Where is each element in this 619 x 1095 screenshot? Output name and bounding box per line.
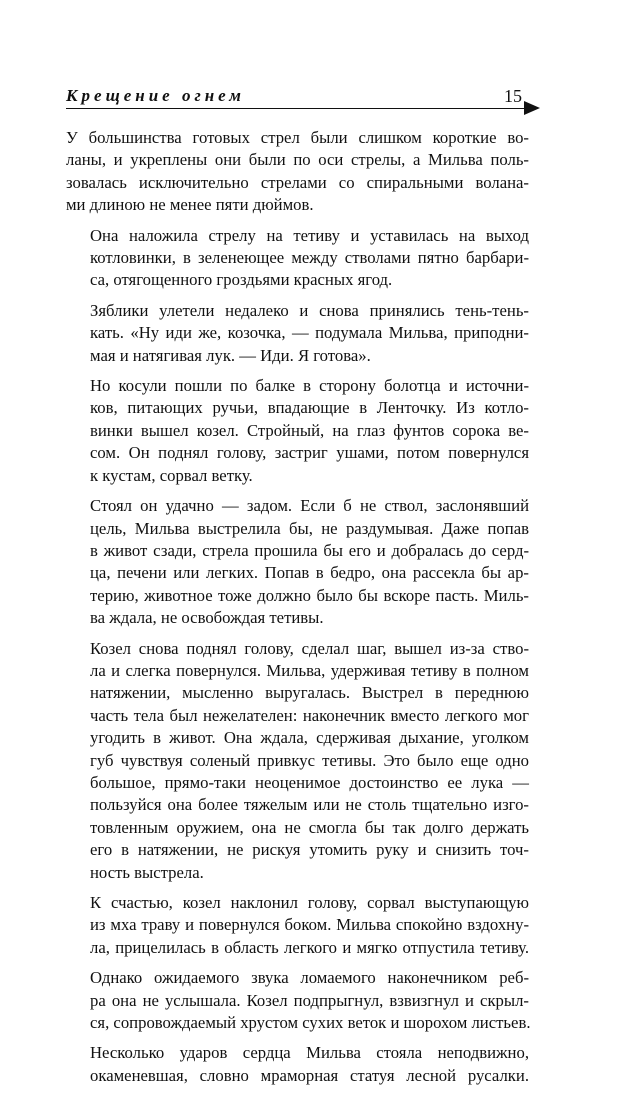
text-line: пользуйся она более тяжелым или не столь тщательно изго- [90,795,529,815]
paragraph [66,1042,529,1087]
text-line: ся, сопровождаемый хрустом сухих веток и шорохом листьев. [90,1013,531,1033]
text-line: в живот сзади, стрела прошила бы его и добралась до серд- [90,540,529,560]
text-line: К счастью, козел наклонил голову, сорвал выступающую [90,893,529,912]
text-line: ность выстрела. [90,862,204,882]
text-line: котловинки, в зеленеющее между стволами пятно барбари- [90,248,529,268]
paragraph [66,127,529,217]
page-header [66,86,542,116]
text-line: Она наложила стрелу на тетиву и уставилась на выход [90,225,529,245]
text-line: губ чувствуя соленый привкус тетивы. Это было еще одно [90,750,529,770]
text-line: зовалась исключительно стрелами со спиральными волана- [66,172,529,192]
text-line: натяжении, мысленно выругалась. Выстрел в переднюю [90,683,529,703]
paragraph [66,225,529,292]
text-line: ца, печени или легких. Попав в бедро, она рассекла бы ар- [90,563,529,583]
text-line: винки вышел козел. Стройный, на глаз фунтов сорока ве- [90,420,529,440]
header-rule [66,108,528,109]
text-line: окаменевшая, словно мраморная статуя лесной русалки. [90,1065,529,1085]
header-arrow-icon [524,101,540,115]
text-line: ков, питающих ручьи, впадающие в Ленточку. Из котло- [90,398,529,418]
text-line: Несколько ударов сердца Мильва стояла неподвижно, [90,1043,529,1063]
paragraph [66,638,529,884]
text-line: Зяблики улетели недалеко и снова принялись тень-тень- [90,300,529,320]
text-line: часть тела был нежелателен: наконечник вместо легкого мог [90,705,529,725]
page-number: 15 [504,86,522,106]
text-line: ва ждала, не освобождая тетивы. [90,608,324,628]
text-line: мая и натягивая лук. — Иди. Я готова». [90,345,371,365]
text-line: к кустам, сорвал ветку. [90,465,253,485]
text-line: Однако ожидаемого звука ломаемого наконечником реб- [90,968,529,988]
running-title: Крещение огнем [66,86,245,105]
text-line: кать. «Ну иди же, козочка, — подумала Мильва, приподни- [90,323,529,343]
text-line: ми длиною не менее пяти дюймов. [66,195,314,215]
text-line: большое, прямо-таки неоценимое достоинство ее лука — [90,772,529,792]
paragraph [66,300,529,367]
text-line: сом. Он поднял голову, застриг ушами, потом повернулся [90,443,529,463]
paragraph [66,495,529,629]
text-line: У большинства готовых стрел были слишком короткие во- [66,128,529,147]
text-line: Козел снова поднял голову, сделал шаг, вышел из-за ство- [90,638,529,658]
text-line: ла и слегка повернулся. Мильва, удерживая тетиву в полном [90,660,529,680]
text-line: ла, прицелилась в область легкого и мягко отпустила тетиву. [90,937,529,957]
text-line: са, отягощенного гроздьями красных ягод. [90,270,393,290]
body-text [66,127,529,1095]
text-line: Но косули пошли по балке в сторону болотца и источни- [90,376,529,396]
text-line: Стоял он удачно — задом. Если б не ствол, заслонявший [90,496,529,516]
text-line: товленным оружием, она не смогла бы так долго держать [90,817,529,837]
text-line: терию, животное тоже должно было бы вскоре пасть. Миль- [90,585,529,605]
text-line: ра она не услышала. Козел подпрыгнул, взвизгнул и скрыл- [90,990,529,1010]
text-line: угодить в живот. Она ждала, сдерживая дыхание, уголком [90,728,529,748]
text-line: цель, Мильва выстрелила бы, не раздумывая. Даже попав [90,518,529,538]
paragraph [66,892,529,959]
text-line: ланы, и укреплены они были по оси стрелы, а Мильва поль- [66,150,529,170]
paragraph [66,967,529,1034]
text-line: из мха траву и повернулся боком. Мильва спокойно вздохну- [90,915,529,935]
text-line: его в натяжении, не рискуя утомить руку и снизить точ- [90,840,529,860]
paragraph [66,375,529,487]
